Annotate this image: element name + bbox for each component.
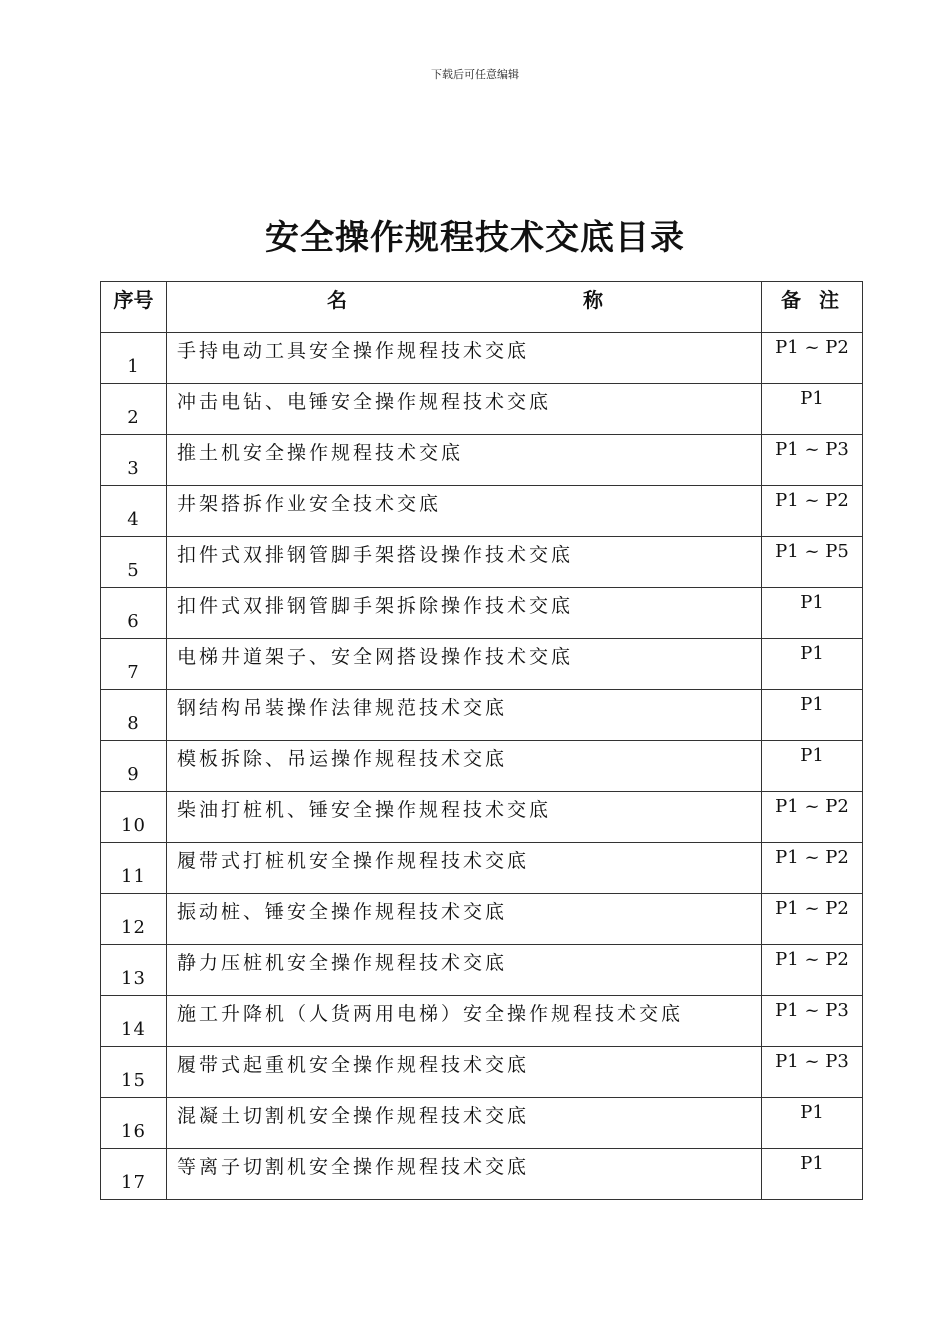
row-number: 2 <box>101 384 167 435</box>
row-number: 17 <box>101 1149 167 1200</box>
table-row <box>101 792 863 843</box>
row-page-range: P1 ~ P2 <box>762 894 863 945</box>
row-page-range: P1 ~ P2 <box>762 792 863 843</box>
row-page-range: P1 ~ P5 <box>762 537 863 588</box>
row-page-range: P1 <box>762 741 863 792</box>
row-number: 16 <box>101 1098 167 1149</box>
row-number: 5 <box>101 537 167 588</box>
column-header-no: 序号 <box>101 282 167 333</box>
row-title: 电梯井道架子、安全网搭设操作技术交底 <box>167 639 762 690</box>
row-number: 6 <box>101 588 167 639</box>
row-title: 推土机安全操作规程技术交底 <box>167 435 762 486</box>
row-title: 等离子切割机安全操作规程技术交底 <box>167 1149 762 1200</box>
table-row <box>101 1047 863 1098</box>
row-title: 手持电动工具安全操作规程技术交底 <box>167 333 762 384</box>
table-row <box>101 537 863 588</box>
row-title: 钢结构吊装操作法律规范技术交底 <box>167 690 762 741</box>
row-page-range: P1 <box>762 639 863 690</box>
row-number: 8 <box>101 690 167 741</box>
row-number: 4 <box>101 486 167 537</box>
row-page-range: P1 ~ P3 <box>762 1047 863 1098</box>
table-row <box>101 741 863 792</box>
row-title: 柴油打桩机、锤安全操作规程技术交底 <box>167 792 762 843</box>
row-number: 15 <box>101 1047 167 1098</box>
row-page-range: P1 ~ P3 <box>762 996 863 1047</box>
row-page-range: P1 <box>762 588 863 639</box>
row-number: 14 <box>101 996 167 1047</box>
row-number: 9 <box>101 741 167 792</box>
row-number: 13 <box>101 945 167 996</box>
column-header-name <box>167 282 762 333</box>
row-title: 井架搭拆作业安全技术交底 <box>167 486 762 537</box>
row-number: 1 <box>101 333 167 384</box>
table-row <box>101 1149 863 1200</box>
row-page-range: P1 ~ P3 <box>762 435 863 486</box>
toc-body <box>101 333 863 1200</box>
row-page-range: P1 ~ P2 <box>762 843 863 894</box>
row-number: 11 <box>101 843 167 894</box>
row-title: 混凝土切割机安全操作规程技术交底 <box>167 1098 762 1149</box>
table-row <box>101 333 863 384</box>
row-page-range: P1 <box>762 1098 863 1149</box>
row-title: 冲击电钻、电锤安全操作规程技术交底 <box>167 384 762 435</box>
table-row <box>101 894 863 945</box>
table-row <box>101 588 863 639</box>
table-row <box>101 639 863 690</box>
table-row <box>101 384 863 435</box>
row-title: 扣件式双排钢管脚手架拆除操作技术交底 <box>167 588 762 639</box>
row-page-range: P1 ~ P2 <box>762 333 863 384</box>
header-note: 下载后可任意编辑 <box>431 68 519 81</box>
table-row <box>101 690 863 741</box>
row-title: 静力压桩机安全操作规程技术交底 <box>167 945 762 996</box>
row-number: 10 <box>101 792 167 843</box>
table-row <box>101 945 863 996</box>
row-page-range: P1 ~ P2 <box>762 945 863 996</box>
row-number: 7 <box>101 639 167 690</box>
column-header-name-right: 称 <box>583 288 603 312</box>
column-header-note: 备注 <box>762 282 863 333</box>
row-page-range: P1 <box>762 690 863 741</box>
toc-table <box>100 281 863 1200</box>
row-page-range: P1 <box>762 384 863 435</box>
table-row <box>101 486 863 537</box>
row-title: 模板拆除、吊运操作规程技术交底 <box>167 741 762 792</box>
row-page-range: P1 ~ P2 <box>762 486 863 537</box>
page-title: 安全操作规程技术交底目录 <box>265 218 685 258</box>
row-title: 振动桩、锤安全操作规程技术交底 <box>167 894 762 945</box>
table-row <box>101 435 863 486</box>
row-number: 3 <box>101 435 167 486</box>
row-title: 履带式起重机安全操作规程技术交底 <box>167 1047 762 1098</box>
row-page-range: P1 <box>762 1149 863 1200</box>
table-row <box>101 1098 863 1149</box>
table-header-row <box>101 282 863 333</box>
column-header-name-left: 名 <box>327 288 347 312</box>
table-row <box>101 996 863 1047</box>
row-title: 扣件式双排钢管脚手架搭设操作技术交底 <box>167 537 762 588</box>
table-row <box>101 843 863 894</box>
row-number: 12 <box>101 894 167 945</box>
row-title: 施工升降机（人货两用电梯）安全操作规程技术交底 <box>167 996 762 1047</box>
row-title: 履带式打桩机安全操作规程技术交底 <box>167 843 762 894</box>
